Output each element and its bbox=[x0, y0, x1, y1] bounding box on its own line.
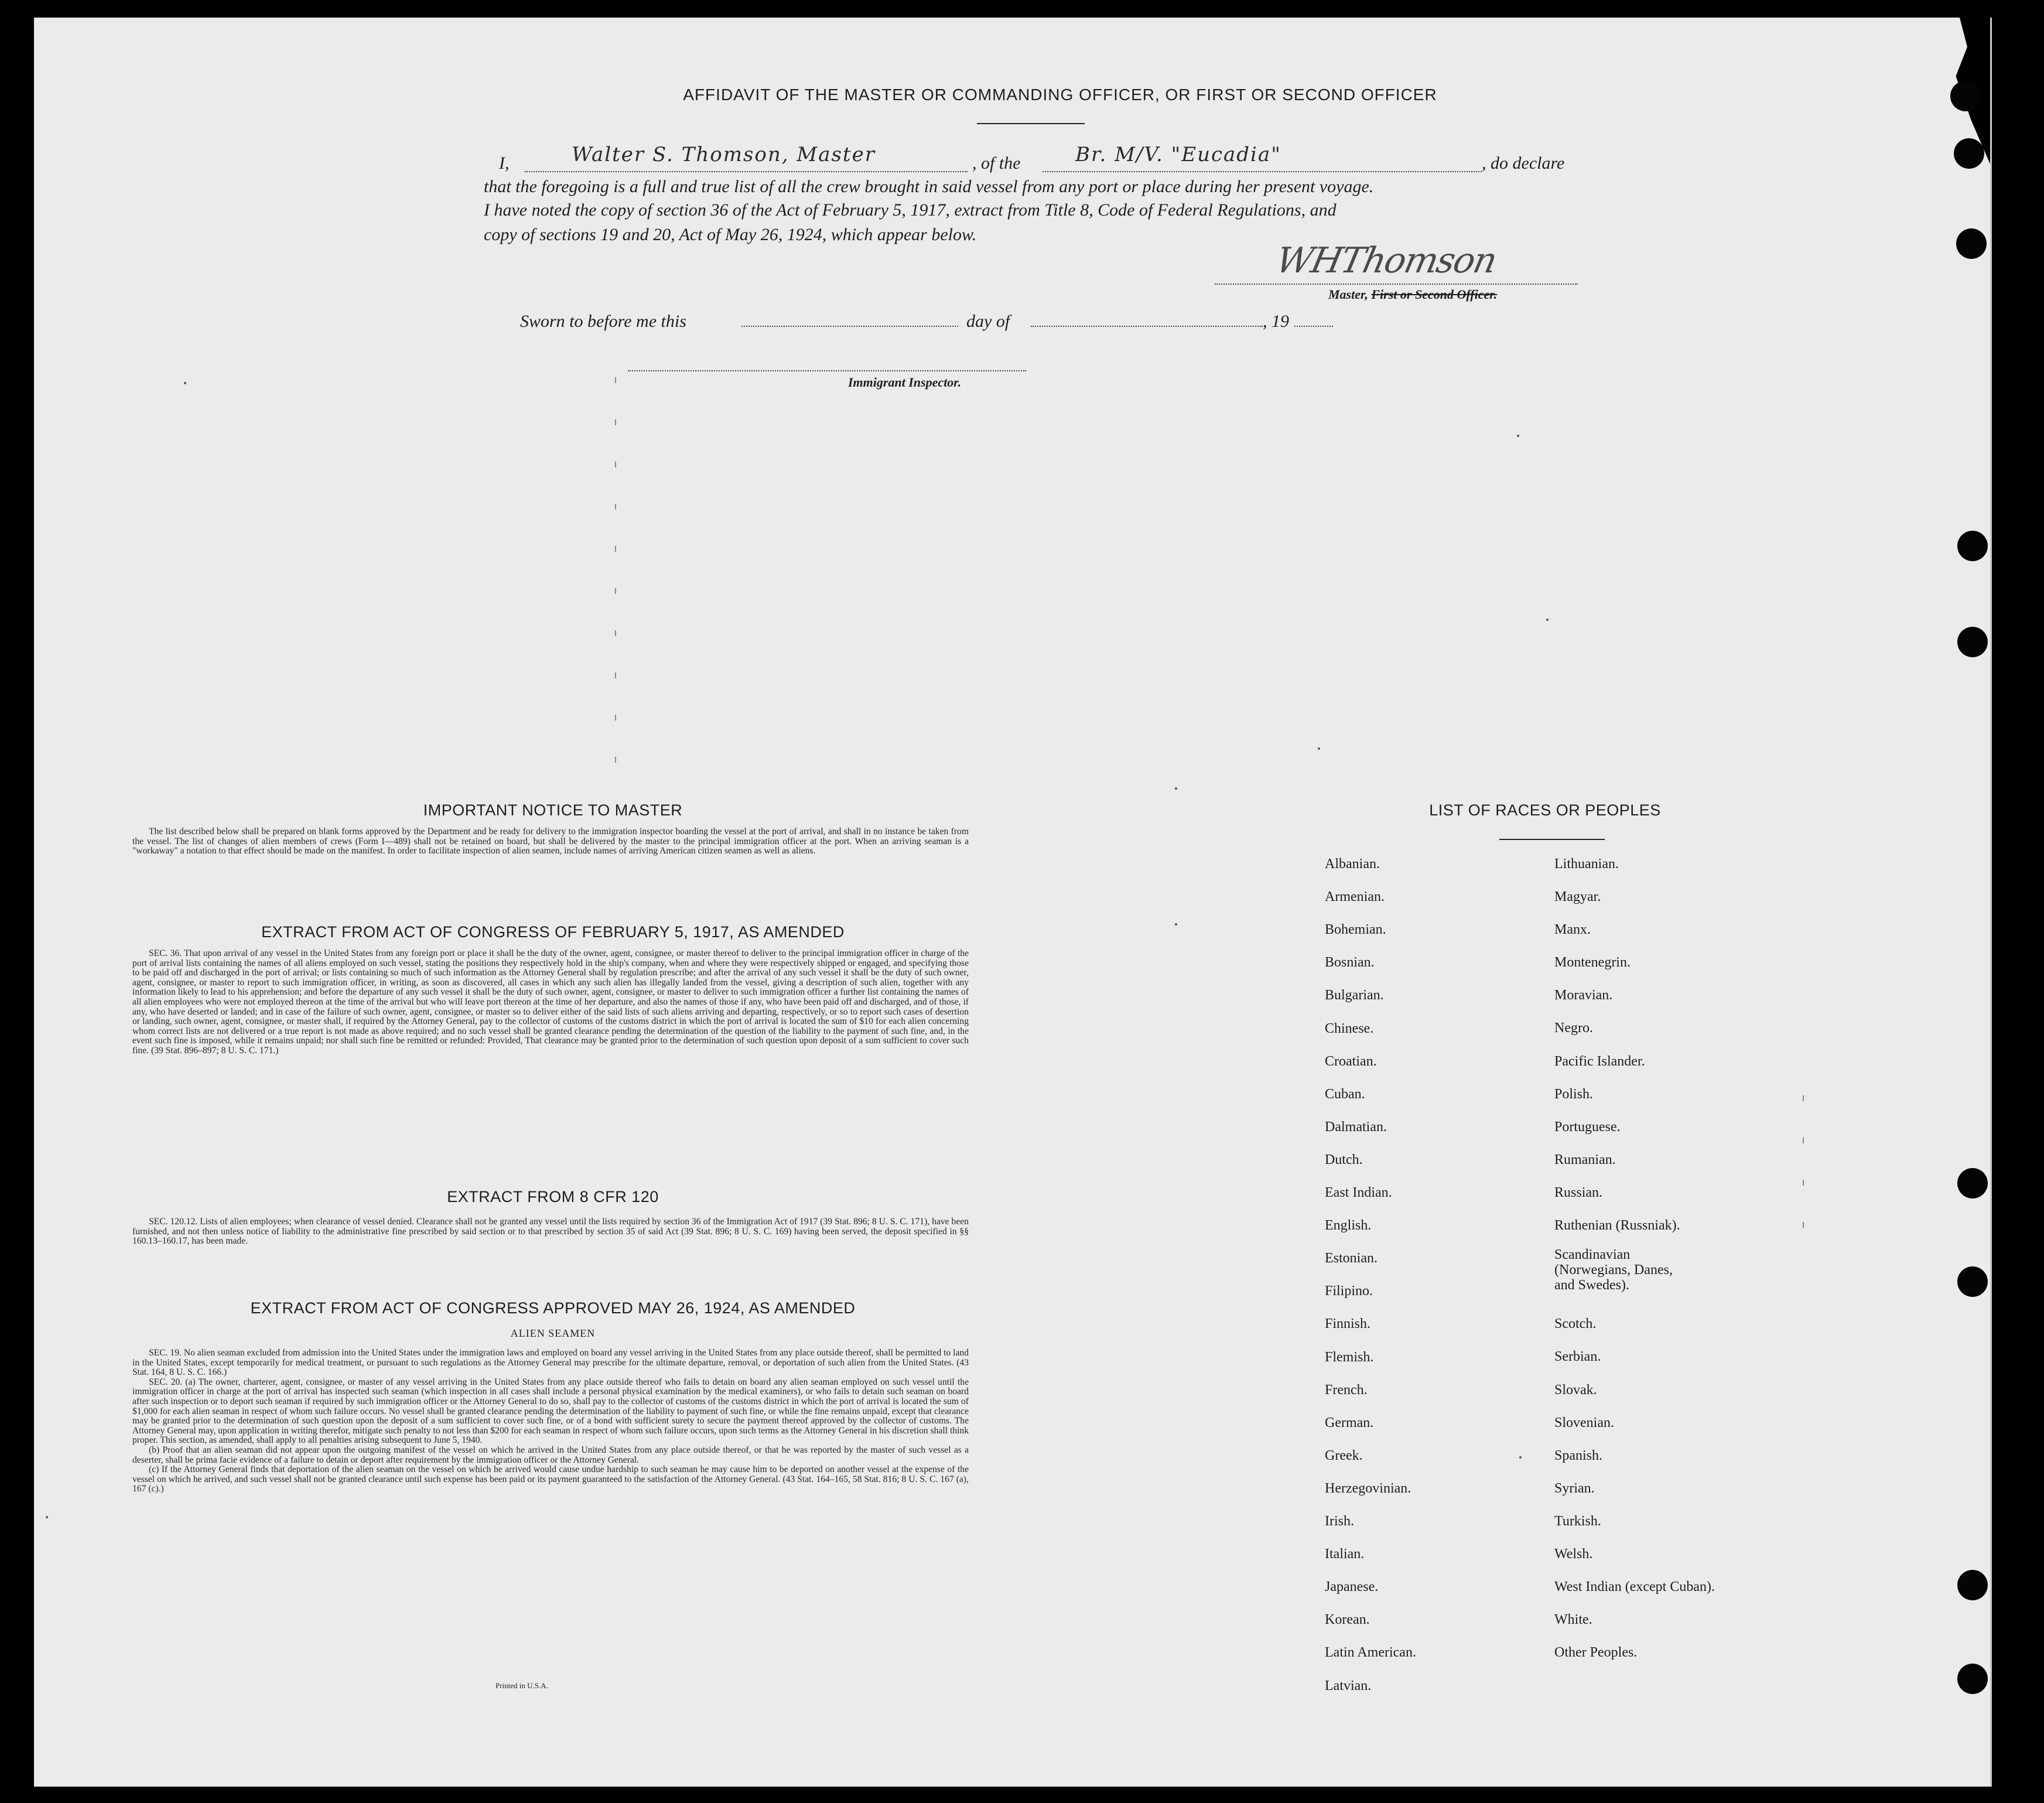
race-item: Croatian. bbox=[1325, 1054, 1377, 1069]
race-item: Rumanian. bbox=[1554, 1152, 1616, 1167]
race-item: Slovenian. bbox=[1554, 1415, 1614, 1430]
race-item: Chinese. bbox=[1325, 1021, 1374, 1036]
signature-caption-struck: First or Second Officer. bbox=[1371, 287, 1498, 302]
race-item: Welsh. bbox=[1554, 1546, 1593, 1562]
race-item: Bosnian. bbox=[1325, 955, 1375, 970]
race-item: Bulgarian. bbox=[1325, 988, 1384, 1003]
race-item: Armenian. bbox=[1325, 889, 1385, 904]
race-item: East Indian. bbox=[1325, 1185, 1392, 1200]
race-item: Italian. bbox=[1325, 1546, 1365, 1562]
inspector-signature-line bbox=[628, 370, 1026, 371]
race-item: Filipino. bbox=[1325, 1283, 1373, 1299]
sworn-year-line bbox=[1294, 326, 1333, 327]
race-item: Greek. bbox=[1325, 1448, 1363, 1463]
affidavit-suffix: , do declare bbox=[1482, 153, 1565, 173]
races-title: LIST OF RACES OR PEOPLES bbox=[1429, 801, 1661, 819]
inspector-caption: Immigrant Inspector. bbox=[848, 375, 962, 390]
race-item: Irish. bbox=[1325, 1514, 1354, 1529]
margin-tick bbox=[615, 504, 616, 510]
scan-speck bbox=[46, 1516, 48, 1518]
race-item: Turkish. bbox=[1554, 1514, 1601, 1529]
sworn-month-line bbox=[1031, 326, 1263, 327]
section-20b-paragraph: (b) Proof that an alien seaman did not appear upon the outgoing manifest of the vessel on which he arrived in the United States from any place outside thereof, or that he was reported by the master of such vessel as a deserter, shall be prima facie evidence of a failure to detain or deport after requirement by the immigration officer or the Attorney General. bbox=[132, 1445, 969, 1465]
extract-1924-text bbox=[132, 1348, 969, 1494]
margin-tick bbox=[615, 462, 616, 467]
race-item: Russian. bbox=[1554, 1185, 1603, 1200]
scan-speck bbox=[1175, 923, 1177, 926]
margin-tick bbox=[1803, 1222, 1804, 1228]
master-name: Walter S. Thomson, Master bbox=[572, 143, 876, 166]
margin-tick bbox=[1803, 1138, 1804, 1143]
sworn-year-label: , 19 bbox=[1263, 312, 1289, 331]
section-19-paragraph: SEC. 19. No alien seaman excluded from admission into the United States under the immigration laws and employed on board any vessel arriving in the United States from any place outside thereof, shall be permitted to land in the United States, except temporarily for medical treatment, or pursuant to such regulations as the Attorney General may prescribe for the ultimate departure, removal, or deportation of such alien from the United States. (43 Stat. 164, 8 U. S. C. 166.) bbox=[132, 1348, 969, 1378]
scan-speck bbox=[1175, 787, 1177, 790]
punch-hole bbox=[1956, 228, 1987, 259]
race-item: Slovak. bbox=[1554, 1382, 1597, 1398]
master-signature: WHThomson bbox=[1272, 240, 1500, 281]
extract-1924-title: EXTRACT FROM ACT OF CONGRESS APPROVED MAY 26, 1924, AS AMENDED bbox=[250, 1299, 856, 1317]
races-title-underline bbox=[1499, 839, 1605, 840]
race-item: Magyar. bbox=[1554, 889, 1601, 904]
alien-seamen-subtitle: ALIEN SEAMEN bbox=[510, 1327, 596, 1339]
extract-1917-title: EXTRACT FROM ACT OF CONGRESS OF FEBRUARY 5, 1917, AS AMENDED bbox=[261, 923, 845, 941]
race-item: Other Peoples. bbox=[1554, 1645, 1638, 1660]
race-item: Serbian. bbox=[1554, 1349, 1601, 1364]
race-item: Ruthenian (Russniak). bbox=[1554, 1218, 1680, 1233]
margin-tick bbox=[615, 588, 616, 594]
margin-tick bbox=[1803, 1180, 1804, 1186]
race-item: Albanian. bbox=[1325, 856, 1380, 872]
section-20a-paragraph: SEC. 20. (a) The owner, charterer, agent, consignee, or master of any vessel arriving in the United States from any place outside thereof who fails to detain on board any alien seaman employed on such vessel until the immigration officer in charge at the port of arrival has inspected such seaman (which inspection in all cases shall include a personal physical examination by the medical examiners), or who fails to detain such seaman on board after such inspection or to deport such seaman if required by such immigration officer or the Attorney General to do so, shall pay to the collector of customs of the customs district in which the port of arrival is located the sum of $1,000 for each alien seaman in respect of whom such failure occurs. No vessel shall be granted clearance pending the determination of the liability to payment of such fine, or while the fine remains unpaid, except that clearance may be granted prior to the determination of such question upon the deposit of a sum sufficient to cover such fine, or of a bond with sufficient surety to secure the payment thereof approved by the collector of customs. The Attorney General may, upon application in writing therefor, mitigate such penalty to not less than $200 for each seaman in respect of whom such failure occurs, upon such terms as the Attorney General in his discretion shall think proper. This section, as amended, shall apply to all penalties arising subsequent to June 5, 1940. bbox=[132, 1377, 969, 1446]
vessel-name: Br. M/V. "Eucadia" bbox=[1075, 143, 1281, 166]
affidavit-line3: I have noted the copy of section 36 of the Act of February 5, 1917, extract from Title 8, Code of Federal Regulations, and bbox=[484, 200, 1337, 220]
scan-speck bbox=[1318, 747, 1320, 750]
race-item: Estonian. bbox=[1325, 1251, 1378, 1266]
sworn-day-label: day of bbox=[966, 312, 1010, 331]
margin-tick bbox=[615, 419, 616, 425]
margin-tick bbox=[1803, 1095, 1804, 1101]
punch-hole bbox=[1957, 1168, 1988, 1198]
margin-tick bbox=[615, 757, 616, 763]
affidavit-line4: copy of sections 19 and 20, Act of May 26, 1924, which appear below. bbox=[484, 225, 977, 244]
scan-speck bbox=[1517, 435, 1519, 437]
scan-speck bbox=[1546, 619, 1549, 621]
race-item: Montenegrin. bbox=[1554, 955, 1631, 970]
race-item: English. bbox=[1325, 1218, 1372, 1233]
race-item: Korean. bbox=[1325, 1612, 1370, 1627]
section-20c-paragraph: (c) If the Attorney General finds that deportation of the alien seaman on the vessel on which he arrived would cause undue hardship to such seaman he may cause him to be deported on another vessel at the expense of the vessel on which he arrived, and such vessel shall not be granted clearance until such expense has been paid or its payment guaranteed to the satisfaction of the Attorney General. (43 Stat. 164–165, 58 Stat. 816; 8 U. S. C. 167 (a), 167 (c).) bbox=[132, 1464, 969, 1494]
scan-speck bbox=[184, 382, 186, 384]
race-item: Scotch. bbox=[1554, 1316, 1597, 1331]
margin-tick bbox=[615, 377, 616, 383]
race-item: German. bbox=[1325, 1415, 1374, 1430]
extract-cfr-title: EXTRACT FROM 8 CFR 120 bbox=[447, 1188, 659, 1206]
race-item: Bohemian. bbox=[1325, 922, 1386, 937]
race-item: Finnish. bbox=[1325, 1316, 1371, 1331]
race-item: Japanese. bbox=[1325, 1579, 1379, 1594]
signature-line bbox=[1215, 284, 1578, 285]
race-item: Herzegovinian. bbox=[1325, 1481, 1411, 1496]
section-36-paragraph: SEC. 36. That upon arrival of any vessel in the United States from any foreign port or place it shall be the duty of the owner, agent, consignee, or master thereof to deliver to the principal immigration officer in charge of the port of arrival lists containing the names of all aliens employed on such vessel, stating the positions they respectively hold in the ship's company, when and where they were respectively shipped or engaged, and specifying those to be paid off and discharged in the port of arrival; or lists containing so much of such information as the Attorney General shall by regulation prescribe; and after the arrival of any such vessel it shall be the duty of such owner, agent, consignee, or master to report to such immigration officer, in writing, as soon as discovered, all cases in which any such alien has illegally landed from the vessel, giving a description of such alien, together with any information likely to lead to his apprehension; and before the departure of any such vessel it shall be the duty of such owner, agent, consignee, or master to deliver to such immigration officer a further list containing the names of all alien employees who were not employed thereon at the time of the arrival but who will leave port thereon at the time of her departure, and also the names of those if any, who have been paid off and discharged, and of those, if any, who have deserted or landed; and in case of the failure of such owner, agent, consignee, or master so to deliver either of the said lists of such aliens arriving and departing, respectively, or so to report such cases of desertion or landing, such owner, agent, consignee, or master shall, if required by the Attorney General, pay to the collector of customs of the customs district in which the port of arrival is located the sum of $10 for each alien concerning whom correct lists are not delivered or a true report is not made as above required; and no such vessel shall be granted clearance pending the determination of the question of the liability to the payment of such fine, and, in the event such fine is imposed, while it remains unpaid; nor shall such fine be remitted or refunded: Provided, That clearance may be granted prior to the determination of such question upon deposit of a sum sufficient to cover such fine. (39 Stat. 896–897; 8 U. S. C. 171.) bbox=[132, 948, 969, 1056]
race-item: Negro. bbox=[1554, 1020, 1593, 1036]
sworn-day-line bbox=[741, 326, 958, 327]
race-item: Spanish. bbox=[1554, 1448, 1603, 1463]
section-120-12-paragraph: SEC. 120.12. Lists of alien employees; when clearance of vessel denied. Clearance shall not be granted any vessel until the lists required by section 36 of the Immigration Act of 1917 (39 Stat. 896; 8 U. S. C. 171), have been furnished, and not then unless notice of liability to the administrative fine prescribed by said section or to that prescribed by section 35 of said Act (39 Stat. 896; 8 U. S. C. 169) having been served, the deposit specified in §§ 160.13–160.17, has been made. bbox=[132, 1217, 969, 1247]
punch-hole bbox=[1957, 1266, 1988, 1297]
race-item: White. bbox=[1554, 1612, 1592, 1627]
punch-hole bbox=[1957, 1664, 1988, 1694]
race-item: Lithuanian. bbox=[1554, 856, 1619, 872]
printed-in-usa: Printed in U.S.A. bbox=[495, 1681, 548, 1690]
margin-tick bbox=[615, 546, 616, 552]
race-item: Latin American. bbox=[1325, 1645, 1416, 1660]
race-item: French. bbox=[1325, 1382, 1368, 1398]
race-item: Latvian. bbox=[1325, 1678, 1372, 1693]
race-item: Flemish. bbox=[1325, 1350, 1374, 1365]
extract-1917-text bbox=[132, 949, 969, 1056]
race-item: Dalmatian. bbox=[1325, 1119, 1387, 1135]
race-item: Cuban. bbox=[1325, 1087, 1365, 1102]
notice-title: IMPORTANT NOTICE TO MASTER bbox=[423, 801, 683, 819]
punch-hole bbox=[1957, 531, 1988, 561]
notice-paragraph: The list described below shall be prepared on blank forms approved by the Department and be ready for delivery to the immigration inspector boarding the vessel at the port of arrival, and shall in no instance be taken from the vessel. The list of changes of alien members of crews (Form I—489) shall not be retained on board, but shall be delivered by the master to the principal immigration officer at the port. When an arriving seaman is a "workaway" a notation to that effect should be made on the manifest. In order to facilitate inspection of alien seamen, include names of arriving American citizen seamen as well as aliens. bbox=[132, 827, 969, 856]
vessel-line bbox=[1042, 171, 1482, 172]
affidavit-title: AFFIDAVIT OF THE MASTER OR COMMANDING OFFICER, OR FIRST OR SECOND OFFICER bbox=[683, 86, 1437, 104]
affidavit-prefix: I, bbox=[499, 153, 510, 173]
name-line bbox=[525, 171, 968, 172]
race-item: Moravian. bbox=[1554, 988, 1613, 1003]
race-item: Pacific Islander. bbox=[1554, 1054, 1645, 1069]
race-item: Manx. bbox=[1554, 922, 1591, 937]
race-item: Scandinavian (Norwegians, Danes, and Swedes). bbox=[1554, 1247, 1673, 1293]
signature-caption bbox=[1328, 287, 1497, 302]
margin-tick bbox=[615, 672, 616, 678]
margin-tick bbox=[615, 715, 616, 720]
extract-cfr-text bbox=[132, 1217, 969, 1247]
scan-speck bbox=[1519, 1456, 1522, 1459]
title-underline bbox=[977, 123, 1085, 124]
signature-caption-master: Master, bbox=[1328, 287, 1368, 302]
form-sheet bbox=[34, 18, 1992, 1787]
race-item: Polish. bbox=[1554, 1087, 1594, 1102]
notice-text bbox=[132, 827, 969, 856]
punch-hole bbox=[1954, 138, 1984, 169]
race-item: Dutch. bbox=[1325, 1152, 1363, 1167]
margin-tick bbox=[615, 630, 616, 636]
punch-hole bbox=[1950, 81, 1981, 111]
affidavit-mid: , of the bbox=[972, 153, 1021, 173]
punch-hole bbox=[1957, 1570, 1988, 1600]
race-item: Portuguese. bbox=[1554, 1119, 1621, 1135]
race-item: West Indian (except Cuban). bbox=[1554, 1579, 1715, 1594]
sworn-prefix: Sworn to before me this bbox=[520, 312, 686, 331]
affidavit-line2: that the foregoing is a full and true list of all the crew brought in said vessel from any port or place during her present voyage. bbox=[484, 177, 1374, 196]
punch-hole bbox=[1957, 627, 1988, 657]
race-item: Syrian. bbox=[1554, 1481, 1595, 1496]
